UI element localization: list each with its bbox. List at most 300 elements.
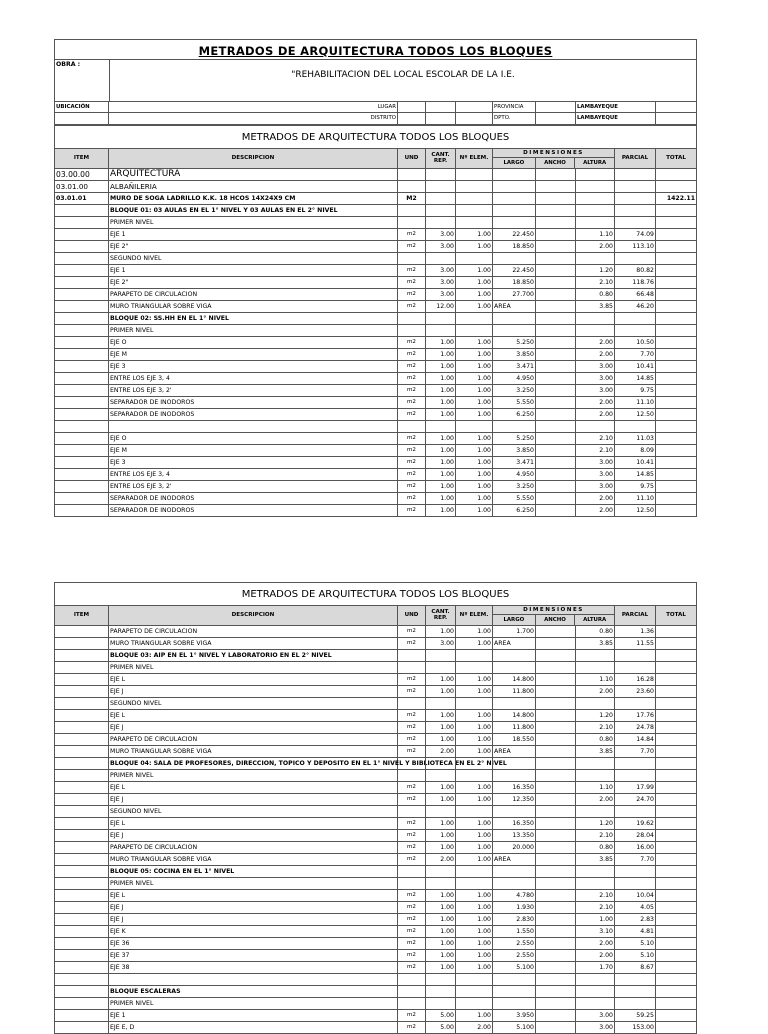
ancho-cell: [536, 650, 576, 661]
cant-rep-cell: [426, 325, 456, 336]
unit-cell: m2: [398, 349, 426, 360]
largo-cell: [493, 806, 536, 817]
description-cell: PRIMER NIVEL: [109, 217, 398, 228]
largo-cell: [493, 650, 536, 661]
cant-rep-cell: [426, 313, 456, 324]
header-cant: CANT. REP.: [426, 149, 456, 168]
section-subtitle-2: METRADOS DE ARQUITECTURA TODOS LOS BLOQUES: [54, 582, 697, 606]
table-row: [54, 217, 697, 229]
ancho-cell: [536, 926, 576, 937]
altura-cell: [576, 169, 615, 180]
description-cell: EJE 3: [109, 361, 398, 372]
n-elem-cell: 1.00: [456, 938, 493, 949]
ancho-cell: [536, 409, 576, 420]
altura-cell: [576, 325, 615, 336]
table-row: [54, 722, 697, 734]
unit-cell: [398, 974, 426, 985]
description-cell: SEPARADOR DE INODOROS: [109, 409, 398, 420]
table-body-1: [54, 169, 697, 517]
largo-cell: 16.350: [493, 782, 536, 793]
altura-cell: 2.10: [576, 433, 615, 444]
largo-cell: AREA: [493, 638, 536, 649]
parcial-cell: [615, 169, 656, 180]
altura-cell: 1.00: [576, 914, 615, 925]
unit-cell: m2: [398, 962, 426, 973]
n-elem-cell: 1.00: [456, 349, 493, 360]
item-cell: [54, 722, 109, 733]
table-row: [54, 421, 697, 433]
n-elem-cell: [456, 878, 493, 889]
ancho-cell: [536, 361, 576, 372]
description-cell: SEGUNDO NIVEL: [109, 806, 398, 817]
largo-cell: 12.350: [493, 794, 536, 805]
unit-cell: m2: [398, 337, 426, 348]
item-cell: [54, 974, 109, 985]
altura-cell: 3.00: [576, 373, 615, 384]
altura-cell: 2.00: [576, 794, 615, 805]
table-row: [54, 674, 697, 686]
item-cell: [54, 313, 109, 324]
description-cell: EJE J: [109, 686, 398, 697]
n-elem-cell: 1.00: [456, 241, 493, 252]
description-cell: MURO TRIANGULAR SOBRE VIGA: [109, 746, 398, 757]
cant-rep-cell: 3.00: [426, 241, 456, 252]
total-cell: [656, 229, 697, 240]
total-cell: [656, 950, 697, 961]
largo-cell: [493, 313, 536, 324]
total-cell: [656, 397, 697, 408]
unit-cell: m2: [398, 818, 426, 829]
parcial-cell: 5.10: [615, 938, 656, 949]
altura-cell: [576, 986, 615, 997]
item-cell: 03.01.00: [54, 181, 109, 192]
total-cell: [656, 758, 697, 769]
n-elem-cell: 1.00: [456, 229, 493, 240]
cant-rep-cell: 1.00: [426, 361, 456, 372]
ancho-cell: [536, 674, 576, 685]
altura-cell: 0.80: [576, 734, 615, 745]
total-cell: [656, 734, 697, 745]
total-cell: [656, 481, 697, 492]
altura-cell: [576, 998, 615, 1009]
n-elem-cell: 1.00: [456, 950, 493, 961]
table-row: [54, 926, 697, 938]
total-cell: [656, 241, 697, 252]
parcial-cell: 8.67: [615, 962, 656, 973]
table-row: [54, 385, 697, 397]
largo-cell: [493, 662, 536, 673]
table-row: [54, 758, 697, 770]
parcial-cell: 17.76: [615, 710, 656, 721]
largo-cell: 3.250: [493, 385, 536, 396]
largo-cell: [493, 758, 536, 769]
table-header: [54, 149, 697, 169]
description-cell: EJE L: [109, 818, 398, 829]
total-cell: [656, 698, 697, 709]
parcial-cell: [615, 650, 656, 661]
n-elem-cell: 1.00: [456, 1010, 493, 1021]
ancho-cell: [536, 686, 576, 697]
n-elem-cell: 1.00: [456, 385, 493, 396]
largo-cell: 3.471: [493, 457, 536, 468]
header-nelem: Nº ELEM.: [456, 606, 493, 625]
item-cell: [54, 818, 109, 829]
total-cell: [656, 493, 697, 504]
parcial-cell: [615, 217, 656, 228]
cant-rep-cell: [426, 974, 456, 985]
largo-cell: [493, 974, 536, 985]
parcial-cell: 4.81: [615, 926, 656, 937]
description-cell: MURO TRIANGULAR SOBRE VIGA: [109, 854, 398, 865]
largo-cell: 13.350: [493, 830, 536, 841]
largo-cell: 27.700: [493, 289, 536, 300]
table-row: [54, 301, 697, 313]
largo-cell: [493, 205, 536, 216]
altura-cell: 3.85: [576, 301, 615, 312]
item-cell: [54, 469, 109, 480]
altura-cell: [576, 205, 615, 216]
total-cell: [656, 373, 697, 384]
description-cell: EJE 36: [109, 938, 398, 949]
parcial-cell: 24.78: [615, 722, 656, 733]
ancho-cell: [536, 505, 576, 516]
cant-rep-cell: [426, 998, 456, 1009]
n-elem-cell: [456, 325, 493, 336]
largo-cell: 18.550: [493, 734, 536, 745]
unit-cell: m2: [398, 914, 426, 925]
distrito-label: DISTRITO: [109, 113, 398, 124]
table-row: [54, 289, 697, 301]
total-cell: [656, 998, 697, 1009]
header-total: TOTAL: [656, 606, 697, 625]
item-cell: [54, 385, 109, 396]
item-cell: [54, 770, 109, 781]
table-body-2: [54, 626, 697, 1034]
altura-cell: 2.00: [576, 349, 615, 360]
largo-cell: 11.800: [493, 722, 536, 733]
parcial-cell: 23.60: [615, 686, 656, 697]
header-cant: CANT. REP.: [426, 606, 456, 625]
total-cell: [656, 818, 697, 829]
description-cell: ENTRE LOS EJE 3, 2': [109, 385, 398, 396]
parcial-cell: 24.70: [615, 794, 656, 805]
description-cell: BLOQUE 01: 03 AULAS EN EL 1° NIVEL Y 03 AULAS EN EL 2° NIVEL: [109, 205, 398, 216]
description-cell: BLOQUE 05: COCINA EN EL 1° NIVEL: [109, 866, 398, 877]
table-row: [54, 181, 697, 193]
item-cell: [54, 301, 109, 312]
item-cell: [54, 806, 109, 817]
altura-cell: 1.10: [576, 674, 615, 685]
table-row: [54, 938, 697, 950]
ancho-cell: [536, 193, 576, 204]
parcial-cell: [615, 662, 656, 673]
total-cell: [656, 217, 697, 228]
parcial-cell: 14.84: [615, 734, 656, 745]
item-cell: [54, 794, 109, 805]
description-cell: EJE J: [109, 914, 398, 925]
cant-rep-cell: 1.00: [426, 469, 456, 480]
item-cell: [54, 337, 109, 348]
table-row: [54, 638, 697, 650]
cant-rep-cell: 3.00: [426, 277, 456, 288]
largo-cell: 3.250: [493, 481, 536, 492]
unit-cell: m2: [398, 950, 426, 961]
unit-cell: m2: [398, 457, 426, 468]
n-elem-cell: 2.00: [456, 1022, 493, 1033]
table-row: [54, 782, 697, 794]
item-cell: [54, 686, 109, 697]
item-cell: [54, 289, 109, 300]
table-row: [54, 337, 697, 349]
n-elem-cell: 1.00: [456, 277, 493, 288]
cant-rep-cell: [426, 758, 456, 769]
unit-cell: m2: [398, 289, 426, 300]
n-elem-cell: 1.00: [456, 505, 493, 516]
table-row: [54, 1022, 697, 1034]
item-cell: [54, 253, 109, 264]
unit-cell: m2: [398, 505, 426, 516]
item-cell: [54, 229, 109, 240]
altura-cell: [576, 878, 615, 889]
table-row: [54, 734, 697, 746]
cant-rep-cell: [426, 698, 456, 709]
total-cell: [656, 457, 697, 468]
largo-cell: 18.850: [493, 241, 536, 252]
total-cell: 1422.11: [656, 193, 697, 204]
dpto-value: LAMBAYEQUE: [576, 113, 656, 124]
unit-cell: [398, 878, 426, 889]
altura-cell: 3.00: [576, 469, 615, 480]
unit-cell: [398, 866, 426, 877]
parcial-cell: 11.03: [615, 433, 656, 444]
parcial-cell: [615, 325, 656, 336]
description-cell: EJE L: [109, 782, 398, 793]
parcial-cell: 14.85: [615, 373, 656, 384]
cant-rep-cell: 1.00: [426, 962, 456, 973]
unit-cell: m2: [398, 830, 426, 841]
item-cell: [54, 1022, 109, 1033]
altura-cell: 1.20: [576, 265, 615, 276]
altura-cell: 1.20: [576, 710, 615, 721]
cant-rep-cell: [426, 662, 456, 673]
description-cell: EJE 2": [109, 277, 398, 288]
parcial-cell: [615, 698, 656, 709]
ancho-cell: [536, 493, 576, 504]
parcial-cell: 11.10: [615, 493, 656, 504]
n-elem-cell: [456, 974, 493, 985]
description-cell: ALBAÑILERIA: [109, 181, 398, 192]
largo-cell: 4.950: [493, 469, 536, 480]
cant-rep-cell: 1.00: [426, 842, 456, 853]
cant-rep-cell: [426, 650, 456, 661]
total-cell: [656, 349, 697, 360]
unit-cell: m2: [398, 926, 426, 937]
description-cell: EJE O: [109, 433, 398, 444]
total-cell: [656, 686, 697, 697]
unit-cell: m2: [398, 385, 426, 396]
altura-cell: [576, 662, 615, 673]
unit-cell: [398, 253, 426, 264]
ubicacion-row-1: [54, 101, 697, 113]
ancho-cell: [536, 445, 576, 456]
item-cell: [54, 710, 109, 721]
ancho-cell: [536, 397, 576, 408]
description-cell: PARAPETO DE CIRCULACION: [109, 289, 398, 300]
parcial-cell: [615, 878, 656, 889]
altura-cell: 2.00: [576, 950, 615, 961]
cant-rep-cell: 5.00: [426, 1010, 456, 1021]
header-nelem: Nº ELEM.: [456, 149, 493, 168]
n-elem-cell: 1.00: [456, 854, 493, 865]
largo-cell: [493, 878, 536, 889]
parcial-cell: 7.70: [615, 746, 656, 757]
unit-cell: [398, 758, 426, 769]
largo-cell: [493, 866, 536, 877]
altura-cell: 2.00: [576, 505, 615, 516]
n-elem-cell: 1.00: [456, 337, 493, 348]
unit-cell: m2: [398, 493, 426, 504]
parcial-cell: 19.62: [615, 818, 656, 829]
cant-rep-cell: [426, 193, 456, 204]
description-cell: EJE 1: [109, 229, 398, 240]
description-cell: EJE J: [109, 794, 398, 805]
description-cell: MURO DE SOGA LADRILLO K.K. 18 HCOS 14X24X9 CM: [109, 193, 398, 204]
item-cell: [54, 626, 109, 637]
cant-rep-cell: 1.00: [426, 349, 456, 360]
n-elem-cell: 1.00: [456, 890, 493, 901]
header-altura: ALTURA: [575, 158, 614, 168]
n-elem-cell: [456, 698, 493, 709]
item-cell: [54, 650, 109, 661]
total-cell: [656, 421, 697, 432]
description-cell: EJE O: [109, 337, 398, 348]
total-cell: [656, 794, 697, 805]
total-cell: [656, 1010, 697, 1021]
total-cell: [656, 1022, 697, 1033]
altura-cell: 3.85: [576, 854, 615, 865]
ancho-cell: [536, 313, 576, 324]
ancho-cell: [536, 349, 576, 360]
largo-cell: 3.471: [493, 361, 536, 372]
item-cell: [54, 914, 109, 925]
cant-rep-cell: 1.00: [426, 722, 456, 733]
cant-rep-cell: 1.00: [426, 902, 456, 913]
largo-cell: 5.100: [493, 962, 536, 973]
ancho-cell: [536, 229, 576, 240]
altura-cell: 3.00: [576, 457, 615, 468]
ancho-cell: [536, 169, 576, 180]
n-elem-cell: 1.00: [456, 409, 493, 420]
unit-cell: m2: [398, 674, 426, 685]
cant-rep-cell: 1.00: [426, 914, 456, 925]
table-row: [54, 169, 697, 181]
largo-cell: 1.930: [493, 902, 536, 913]
table-row: [54, 698, 697, 710]
cant-rep-cell: 1.00: [426, 445, 456, 456]
parcial-cell: [615, 758, 656, 769]
total-cell: [656, 938, 697, 949]
table-row: [54, 962, 697, 974]
ancho-cell: [536, 457, 576, 468]
largo-cell: [493, 986, 536, 997]
parcial-cell: 46.20: [615, 301, 656, 312]
lugar-label: LUGAR: [109, 102, 398, 112]
table-row: [54, 325, 697, 337]
cant-rep-cell: 1.00: [426, 385, 456, 396]
parcial-cell: 5.10: [615, 950, 656, 961]
table-row: [54, 469, 697, 481]
table-row: [54, 818, 697, 830]
ancho-cell: [536, 289, 576, 300]
cant-rep-cell: 1.00: [426, 626, 456, 637]
table-row: [54, 662, 697, 674]
item-cell: [54, 662, 109, 673]
largo-cell: 5.250: [493, 433, 536, 444]
main-title: METRADOS DE ARQUITECTURA TODOS LOS BLOQUES: [54, 39, 697, 59]
total-cell: [656, 469, 697, 480]
cant-rep-cell: [426, 866, 456, 877]
ubicacion-row-2: [54, 113, 697, 125]
n-elem-cell: 1.00: [456, 674, 493, 685]
header-altura: ALTURA: [575, 615, 614, 625]
item-cell: [54, 493, 109, 504]
parcial-cell: 1.36: [615, 626, 656, 637]
item-cell: [54, 734, 109, 745]
unit-cell: [398, 650, 426, 661]
unit-cell: [398, 325, 426, 336]
n-elem-cell: 1.00: [456, 830, 493, 841]
ancho-cell: [536, 734, 576, 745]
ancho-cell: [536, 758, 576, 769]
unit-cell: m2: [398, 373, 426, 384]
parcial-cell: 80.82: [615, 265, 656, 276]
n-elem-cell: 1.00: [456, 457, 493, 468]
largo-cell: [493, 421, 536, 432]
table-row: [54, 205, 697, 217]
unit-cell: m2: [398, 734, 426, 745]
cant-rep-cell: [426, 205, 456, 216]
largo-cell: 1.700: [493, 626, 536, 637]
description-cell: PRIMER NIVEL: [109, 770, 398, 781]
altura-cell: [576, 806, 615, 817]
ancho-cell: [536, 794, 576, 805]
unit-cell: m2: [398, 397, 426, 408]
parcial-cell: 28.04: [615, 830, 656, 841]
description-cell: EJE J: [109, 722, 398, 733]
table-row: [54, 686, 697, 698]
cant-rep-cell: 1.00: [426, 818, 456, 829]
cant-rep-cell: 3.00: [426, 638, 456, 649]
provincia-label: PROVINCIA: [493, 102, 536, 112]
n-elem-cell: 1.00: [456, 914, 493, 925]
n-elem-cell: [456, 998, 493, 1009]
total-cell: [656, 277, 697, 288]
item-cell: [54, 397, 109, 408]
unit-cell: m2: [398, 265, 426, 276]
unit-cell: m2: [398, 1010, 426, 1021]
description-cell: [109, 421, 398, 432]
largo-cell: 18.850: [493, 277, 536, 288]
altura-cell: 2.00: [576, 241, 615, 252]
cant-rep-cell: 3.00: [426, 265, 456, 276]
header-largo: LARGO: [493, 615, 536, 625]
parcial-cell: [615, 253, 656, 264]
description-cell: EJE J: [109, 830, 398, 841]
unit-cell: M2: [398, 193, 426, 204]
ancho-cell: [536, 818, 576, 829]
item-cell: [54, 265, 109, 276]
item-cell: [54, 638, 109, 649]
